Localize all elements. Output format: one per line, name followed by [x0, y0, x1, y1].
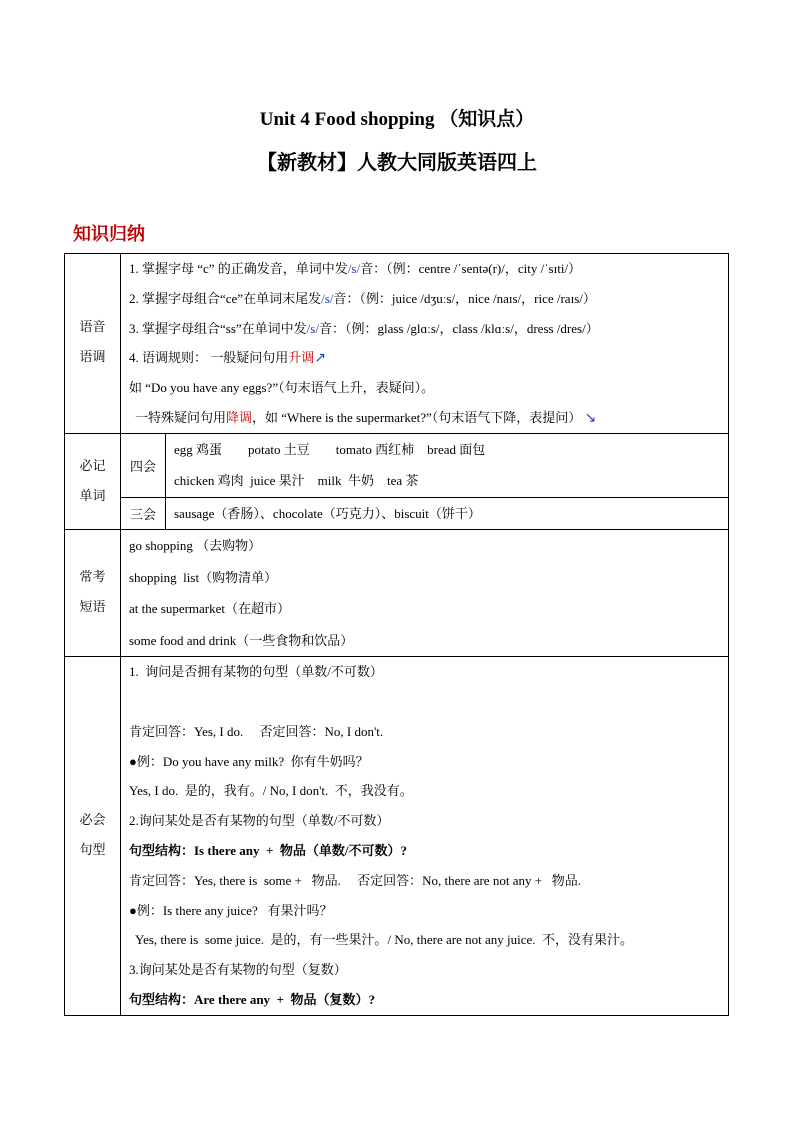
phonics-rule-3: 3. 掌握字母组合“ss”在单词中发/s/音：（例：glass /glɑːs/，class /klɑːs/，dress /dres/）	[129, 320, 599, 336]
phonics-content	[121, 254, 729, 434]
page-title: Unit 4 Food shopping （知识点）	[259, 109, 535, 130]
row-vocab-level1	[65, 433, 729, 497]
sentences-content: 1. 询问是否拥有某物的句型（单数/不可数） 肯定回答：Yes, I do. 否定回答：No, I don't. ●例：Do you have any milk? 你有牛奶吗？ Yes, I do. 是的，我有。/ No, I don't. 不，我没有。 2.询问某处是否有某物的句型（单数/不可数） 句型结构：Is there any + 物品（单数/不可数）? 肯定回答：Yes, there is some + 物品. 否定回答：No, there are not any + 物品. ●例：Is there any juice? 有果汁吗？ Yes, there is some juice. 是的，有一些果汁。/ No, there are not any juice. 不，没有果汁。 3.询问某处是否有某物的句型（复数） 句型结构：Are there any + 物品（复数）?	[121, 657, 729, 1016]
page-subtitle: 【新教材】人教大同版英语四上	[257, 152, 537, 174]
row-sentences	[65, 657, 729, 1016]
phrase-item: shopping list（购物清单）	[129, 569, 278, 585]
vocab-level1-label: 四会	[121, 433, 166, 497]
phrase-item: some food and drink（一些食物和饮品）	[129, 632, 354, 648]
vocab-level1-words: egg 鸡蛋 potato 土豆 tomato 西红柿 bread 面包 chicken 鸡肉 juice 果汁 milk 牛奶 tea 茶	[166, 433, 729, 497]
category-sentences: 必会 句型	[65, 657, 121, 1016]
intonation-example-1: 如 “Do you have any eggs?”（句末语气上升，表疑问）。	[129, 380, 435, 396]
category-phrases: 常考 短语	[65, 530, 121, 657]
category-vocab: 必记 单词	[65, 433, 121, 530]
knowledge-table	[64, 253, 729, 1016]
arrow-down-icon: ↘	[584, 409, 597, 426]
phrase-item: go shopping （去购物）	[129, 538, 262, 554]
vocab-level2-words: sausage（香肠）、chocolate（巧克力）、biscuit（饼干）	[166, 497, 729, 530]
arrow-up-icon: ↗	[314, 350, 327, 367]
phrase-item: at the supermarket（在超市）	[129, 601, 291, 617]
row-phonics	[65, 254, 729, 434]
phonics-rule-2: 2. 掌握字母组合“ce”在单词末尾发/s/音：（例：juice /dʒuːs/，nice /naɪs/，rice /raɪs/）	[129, 290, 596, 306]
row-phrases	[65, 530, 729, 657]
intonation-rule: 4. 语调规则： 一般疑问句用升调↗	[129, 350, 327, 367]
category-phonics: 语音 语调	[65, 254, 121, 434]
phrases-content	[121, 530, 729, 657]
phonics-rule-1: 1. 掌握字母 “c” 的正确发音，单词中发/s/音：（例：centre /ˈsentə(r)/，city /ˈsɪti/）	[129, 261, 582, 276]
intonation-example-2: 一特殊疑问句用降调，如 “Where is the supermarket?”（句末语气下降，表提问） ↘	[135, 409, 597, 426]
section-heading: 知识归纳	[73, 224, 145, 245]
row-vocab-level2	[65, 497, 729, 530]
vocab-level2-label: 三会	[121, 497, 166, 530]
